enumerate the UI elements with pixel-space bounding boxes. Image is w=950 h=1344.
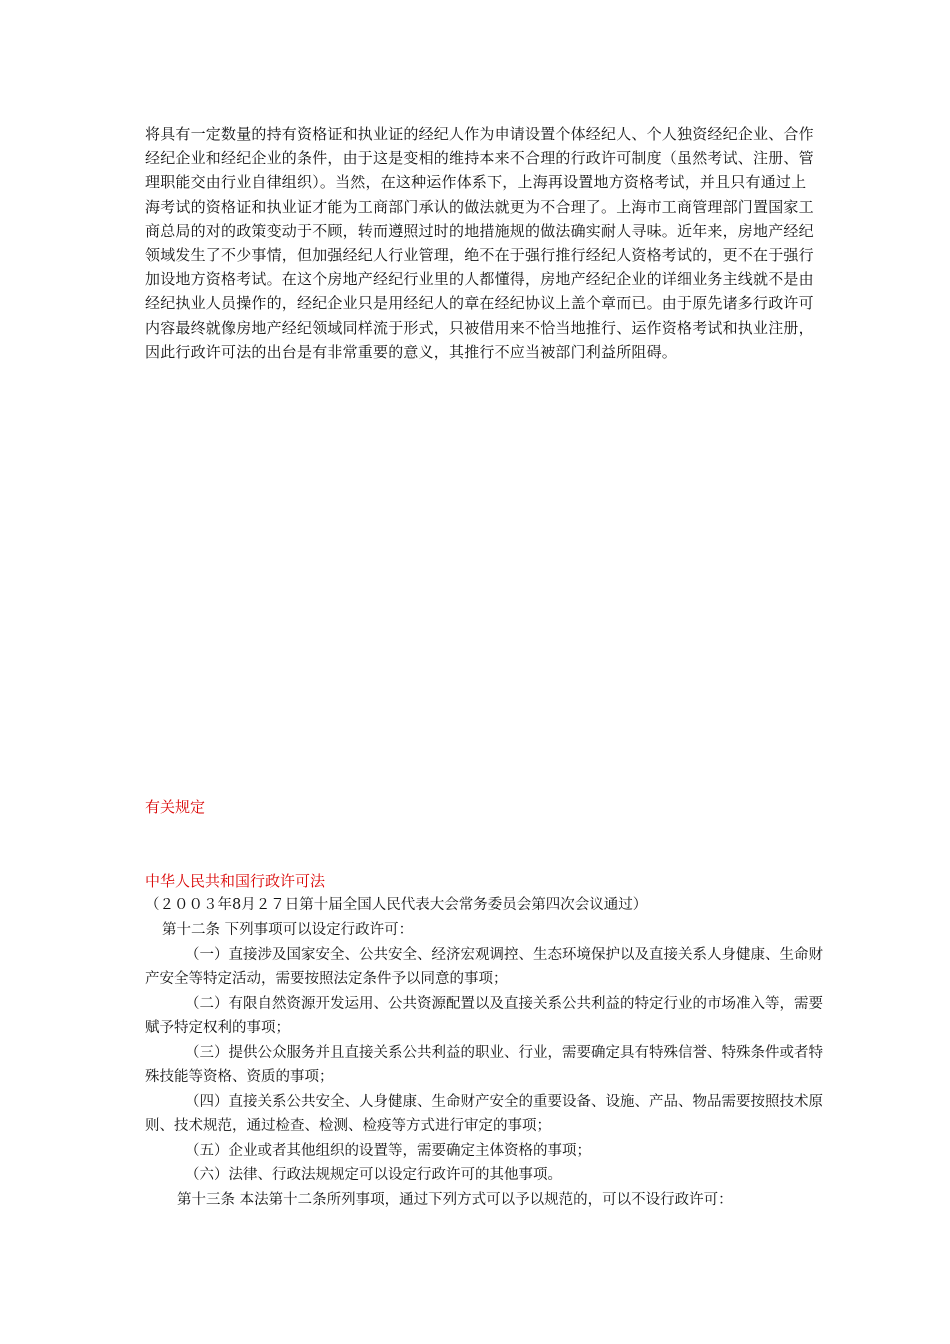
article-13: 第十三条 本法第十二条所列事项，通过下列方式可以予以规范的，可以不设行政许可：	[177, 1191, 733, 1208]
article-12-item-6: （六）法律、行政法规规定可以设定行政许可的其他事项。	[185, 1167, 562, 1183]
law-date-line: （２００３年8月２７日第十届全国人民代表大会常务委员会第四次会议通过）	[145, 897, 648, 913]
article-12: 第十二条 下列事项可以设定行政许可：	[162, 922, 414, 938]
article-12-item-1: （一）直接涉及国家安全、公共安全、经济宏观调控、生态环境保护以及直接关系人身健康、生命财产安全等特定活动，需要按照法定条件予以同意的事项；	[145, 946, 823, 987]
article-12-item-2: （二）有限自然资源开发运用、公共资源配置以及直接关系公共利益的特定行业的市场准入等，需要赋予特定权利的事项；	[145, 995, 823, 1036]
article-12-item-3: （三）提供公众服务并且直接关系公共利益的职业、行业，需要确定具有特殊信誉、特殊条件或者特殊技能等资格、资质的事项；	[145, 1044, 823, 1085]
article-12-item-4: （四）直接关系公共安全、人身健康、生命财产安全的重要设备、设施、产品、物品需要按照技术原则、技术规范，通过检查、检测、检疫等方式进行审定的事项；	[145, 1093, 823, 1134]
article-12-item-5: （五）企业或者其他组织的设置等，需要确定主体资格的事项；	[185, 1142, 591, 1159]
law-title: 中华人民共和国行政许可法	[145, 872, 326, 890]
intro-paragraph: 将具有一定数量的持有资格证和执业证的经纪人作为申请设置个体经纪人、个人独资经纪企业、合作经纪企业和经纪企业的条件，由于这是变相的维持本来不合理的行政许可制度（虽然考试、注册、管理职能交由行业自律组织）。当然，在这种运作体系下，上海再设置地方资格考试，并且只有通过上海考试的资格证和执业证才能为工商部门承认的做法就更为不合理了。上海市工商管理部门置国家工商总局的对的政策变动于不顾，转而遵照过时的地措施规的做法确实耐人寻味。近年来，房地产经纪领域发生了不少事情，但加强经纪人行业管理，绝不在于强行推行经纪人资格考试的，更不在于强行加设地方资格考试。在这个房地产经纪行业里的人都懂得，房地产经纪企业的详细业务主线就不是由经纪执业人员操作的，经纪企业只是用经纪人的章在经纪协议上盖个章而已。由于原先诸多行政许可内容最终就像房地产经纪领域同样流于形式，只被借用来不恰当地推行、运作资格考试和执业注册，因此行政许可法的出台是有非常重要的意义，其推行不应当被部门利益所阻碍。	[145, 125, 814, 361]
law-body	[145, 918, 825, 1212]
section-heading: 有关规定	[145, 798, 206, 816]
